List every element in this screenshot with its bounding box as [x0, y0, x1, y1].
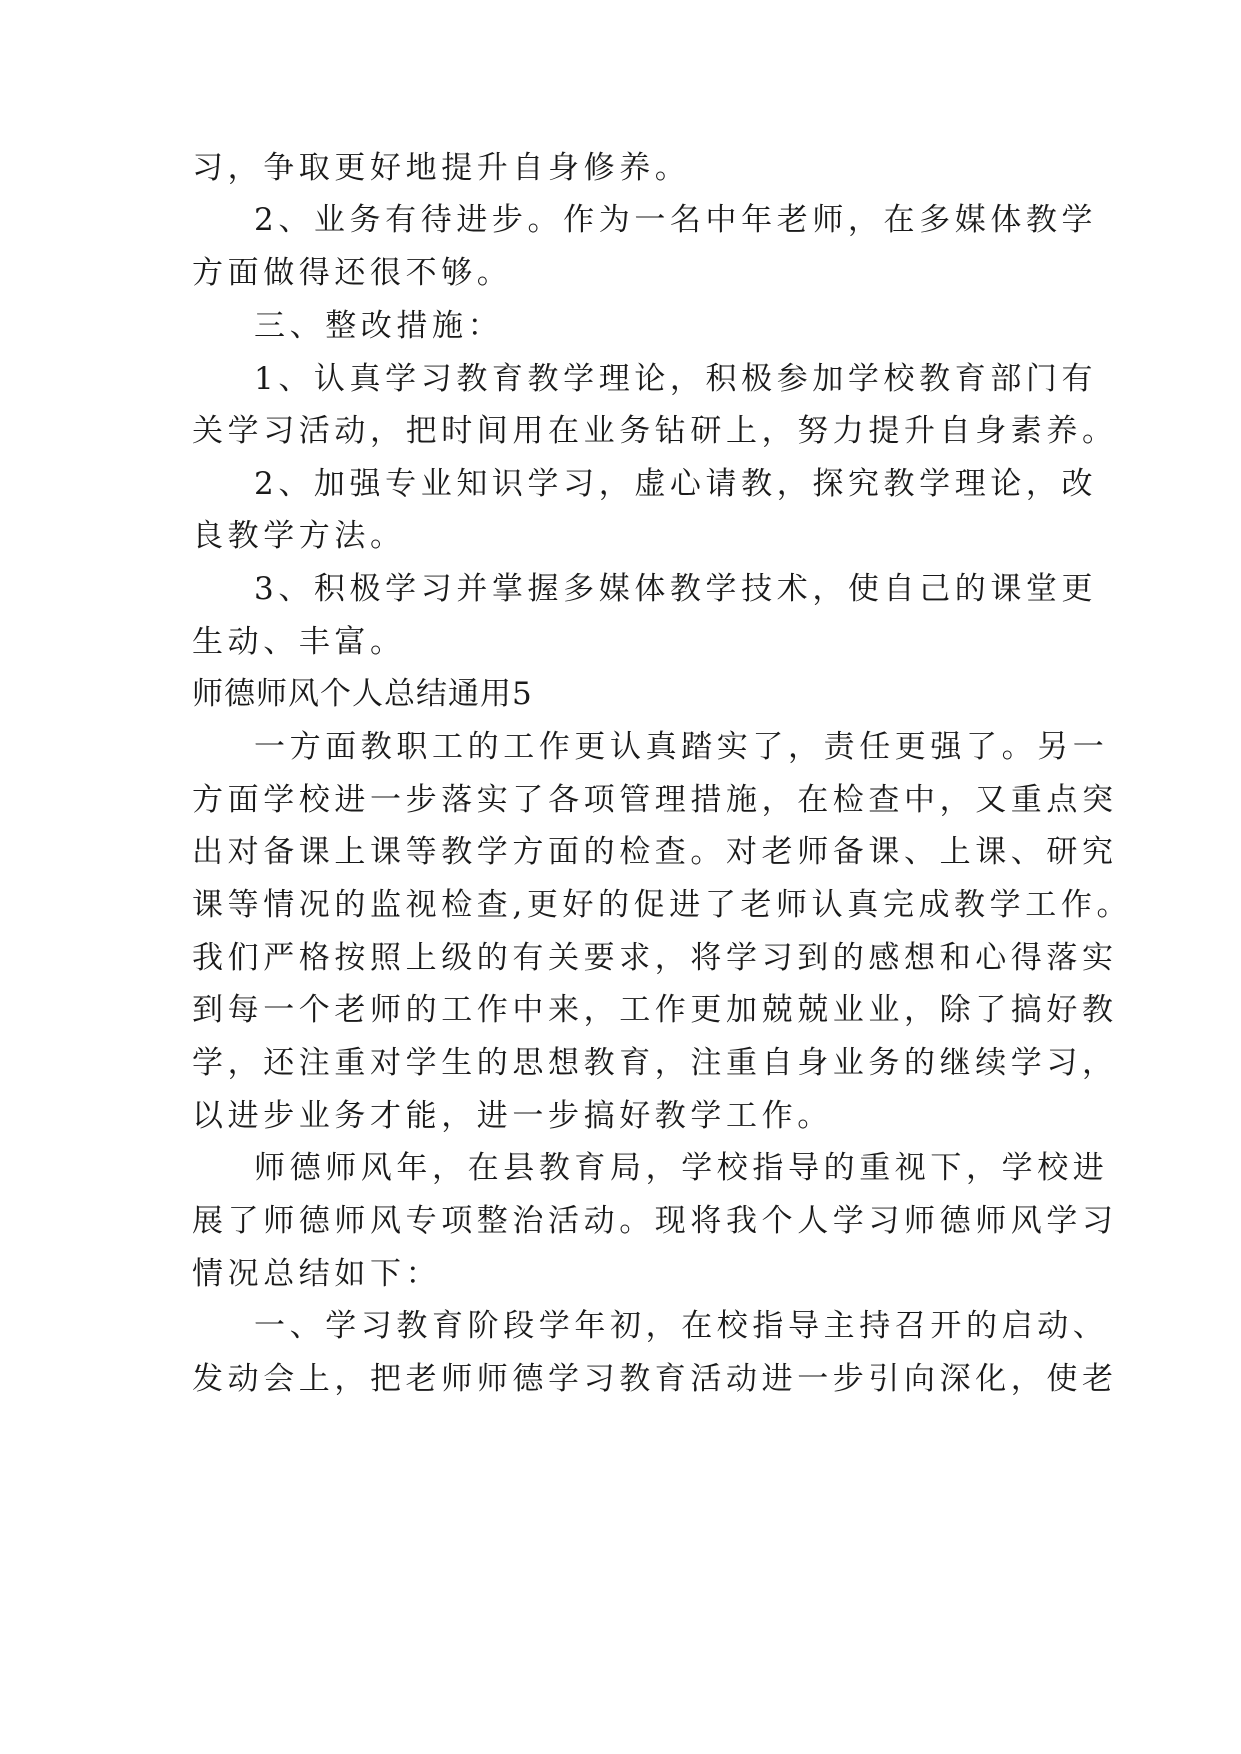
section-heading: 三、整改措施：: [254, 308, 504, 344]
text-line: 关学习活动，把时间用在业务钻研上，努力提升自身素养。: [192, 413, 1118, 449]
text-line: 一、学习教育阶段学年初，在校指导主持召开的启动、: [254, 1308, 1109, 1344]
text-line: 学，还注重对学生的思想教育，注重自身业务的继续学习，: [192, 1045, 1118, 1081]
text-line: 师德师风年，在县教育局，学校指导的重视下，学校进: [254, 1150, 1109, 1186]
text-line: 我们严格按照上级的有关要求，将学习到的感想和心得落实: [192, 940, 1118, 976]
text-line: 2、业务有待进步。作为一名中年老师，在多媒体教学: [254, 202, 1098, 238]
text-line: 一方面教职工的工作更认真踏实了，责任更强了。另一: [254, 729, 1109, 765]
text-line: 课等情况的监视检查,更好的促进了老师认真完成教学工作。: [192, 887, 1133, 923]
text-line: 良教学方法。: [192, 518, 406, 554]
text-line: 到每一个老师的工作中来，工作更加兢兢业业，除了搞好教: [192, 992, 1118, 1028]
text-line: 方面学校进一步落实了各项管理措施，在检查中，又重点突: [192, 782, 1118, 818]
text-line: 方面做得还很不够。: [192, 255, 513, 291]
text-line: 发动会上，把老师师德学习教育活动进一步引向深化，使老: [192, 1361, 1118, 1397]
text-line: 情况总结如下：: [192, 1256, 442, 1292]
text-line: 习，争取更好地提升自身修养。: [192, 150, 691, 186]
text-line: 出对备课上课等教学方面的检查。对老师备课、上课、研究: [192, 834, 1118, 870]
text-line: 3、积极学习并掌握多媒体教学技术，使自己的课堂更: [254, 571, 1098, 607]
text-line: 2、加强专业知识学习，虚心请教，探究教学理论，改: [254, 466, 1098, 502]
article-title: 师德师风个人总结通用5: [192, 676, 533, 712]
text-line: 展了师德师风专项整治活动。现将我个人学习师德师风学习: [192, 1203, 1118, 1239]
text-line: 1、认真学习教育教学理论，积极参加学校教育部门有: [254, 361, 1098, 397]
text-line: 生动、丰富。: [192, 624, 406, 660]
text-line: 以进步业务才能，进一步搞好教学工作。: [192, 1098, 833, 1134]
